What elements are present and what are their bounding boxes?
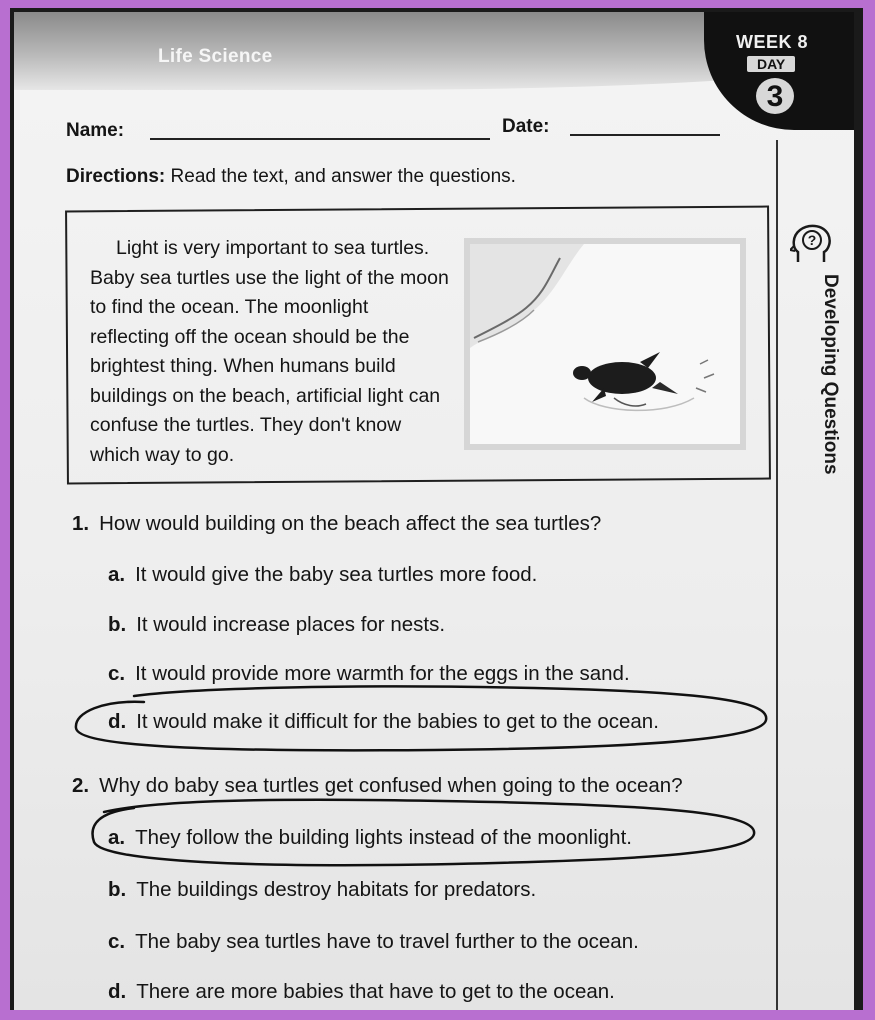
head-question-icon (790, 222, 834, 275)
option-letter: a. (108, 563, 126, 586)
week-label: WEEK 8 (736, 32, 809, 52)
option-letter: b. (108, 613, 127, 636)
q2-option-c[interactable] (108, 930, 639, 954)
sea-turtle-photo (464, 238, 746, 455)
directions-text: Read the text, and answer the questions. (170, 166, 516, 187)
question-2 (72, 774, 683, 798)
q1-option-c[interactable] (108, 662, 630, 686)
option-text: It would provide more warmth for the eggs in the sand. (135, 662, 630, 685)
photo-frame (10, 8, 863, 1010)
q2-option-d[interactable] (108, 980, 615, 1004)
date-label: Date: (502, 116, 550, 137)
option-text: The buildings destroy habitats for predators. (136, 878, 537, 901)
option-letter: d. (108, 980, 127, 1003)
side-divider (776, 140, 778, 1010)
day-label: DAY (747, 56, 795, 72)
option-letter: c. (108, 662, 126, 685)
option-letter: a. (108, 826, 126, 849)
option-text: There are more babies that have to get to the ocean. (136, 980, 615, 1003)
directions (66, 166, 516, 188)
question-number: 1. (72, 512, 90, 535)
option-text: They follow the building lights instead of the moonlight. (135, 826, 632, 849)
option-letter: b. (108, 878, 127, 901)
q2-option-a[interactable] (108, 826, 632, 850)
option-text: The baby sea turtles have to travel further to the ocean. (135, 930, 639, 953)
name-line (150, 138, 490, 140)
reading-passage-text: Light is very important to sea turtles. Baby sea turtles use the light of the moon to find the ocean. The moonlight reflecting off the ocean should be the brightest thing. When humans build buildings on the beach, artificial light can confuse the turtles. They don't know which way to go. (90, 237, 449, 466)
svg-text:?: ? (807, 232, 817, 248)
q1-option-b[interactable] (108, 613, 445, 637)
q1-option-a[interactable] (108, 563, 537, 587)
q1-option-d[interactable] (108, 710, 659, 734)
subject-title: Life Science (158, 46, 273, 67)
q2-option-b[interactable] (108, 878, 536, 902)
day-number: 3 (756, 78, 794, 114)
question-number: 2. (72, 774, 90, 797)
option-text: It would increase places for nests. (136, 613, 446, 636)
side-section-label: Developing Questions (820, 274, 841, 475)
option-letter: c. (108, 930, 126, 953)
option-text: It would give the baby sea turtles more food. (135, 563, 538, 586)
answer-circles (14, 12, 854, 1010)
question-text: Why do baby sea turtles get confused when going to the ocean? (99, 774, 683, 797)
question-text: How would building on the beach affect the sea turtles? (99, 512, 602, 535)
question-1 (72, 512, 601, 536)
option-letter: d. (108, 710, 127, 733)
worksheet-page (14, 12, 854, 1010)
name-label: Name: (66, 120, 125, 141)
date-line (570, 134, 720, 136)
directions-label: Directions: (66, 166, 166, 187)
option-text: It would make it difficult for the babies to get to the ocean. (136, 710, 659, 733)
